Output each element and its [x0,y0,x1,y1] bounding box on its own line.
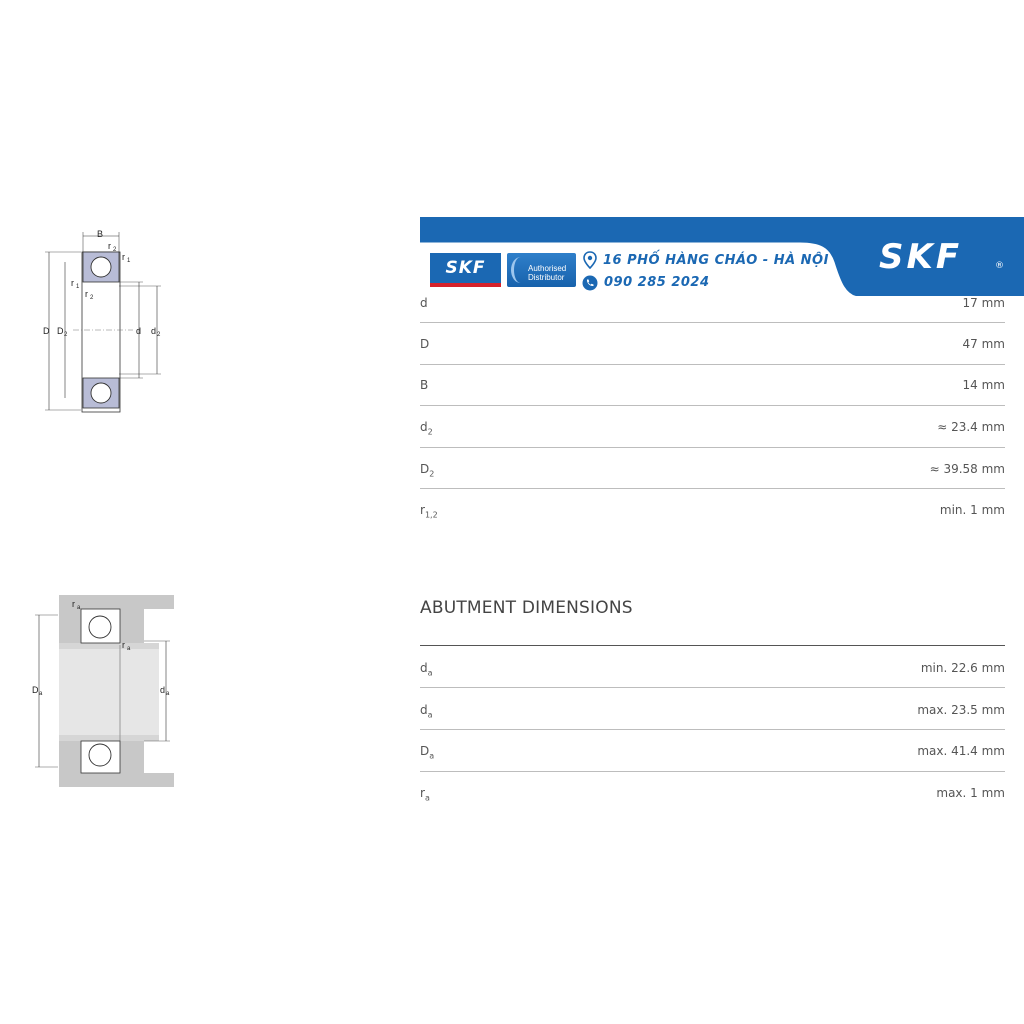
row-divider [420,687,1005,688]
abutment-value: max. 1 mm [936,786,1005,800]
dimension-value: ≈ 23.4 mm [937,420,1005,434]
row-divider [420,447,1005,448]
abutment-value: min. 22.6 mm [920,661,1005,675]
dimension-value: 14 mm [962,378,1005,392]
skf-logo-small: SKF [430,253,501,287]
dimension-symbol: d [420,296,428,310]
abutment-value: max. 23.5 mm [917,703,1005,717]
b-dimension-label: B [97,229,104,239]
abutment-section-title: ABUTMENT DIMENSIONS [420,598,633,618]
r1-label: r [122,252,125,262]
dimension-row [420,296,1005,337]
dimension-row [420,378,1005,419]
row-divider [420,364,1005,365]
row-divider [420,405,1005,406]
abutment-symbol: $d_a$ [420,661,433,678]
ra-mid-label: r [122,640,125,650]
d2-sub: 2 [157,332,161,338]
authorised-text: Authorised [528,264,567,273]
distributor-text: Distributor [528,273,565,282]
r2-inner-label: r [85,289,88,299]
address-text: 16 PHỐ HÀNG CHÁO - HÀ NỘI [603,253,829,268]
abutment-row [420,661,1005,702]
dimension-row [420,503,1005,544]
d2-outer-sub: 2 [64,332,68,338]
abutment-symbol: $d_a$ [420,703,433,720]
dimension-value: 47 mm [962,337,1005,351]
row-divider [420,771,1005,772]
da-inner-sub: a [166,691,170,697]
row-divider [420,729,1005,730]
row-divider [420,488,1005,489]
authorised-distributor-badge [507,253,576,287]
da-inner-label: d [160,685,166,695]
dimension-symbol: B [420,378,429,392]
dimension-row [420,337,1005,378]
swoosh-icon [511,257,530,283]
dimension-symbol: $r_{1,2}$ [420,503,438,520]
abutment-value: max. 41.4 mm [917,744,1005,758]
dimension-row [420,420,1005,461]
registered-mark: ® [995,261,1004,271]
r2-label: r [108,241,111,251]
location-pin-icon [582,251,598,269]
r2-inner-sub: 2 [90,295,94,301]
dimension-symbol: $d_2$ [420,420,433,437]
bearing-dimension-diagram [35,222,175,418]
dimension-value: ≈ 39.58 mm [929,462,1005,476]
abutment-row [420,744,1005,785]
dimension-value: min. 1 mm [939,503,1005,517]
abutment-row [420,786,1005,827]
r1-left-sub: 1 [76,284,80,290]
distributor-banner [420,217,1024,296]
phone-icon [582,275,598,291]
dimension-row [420,462,1005,503]
r2-sub: 2 [113,247,117,253]
da-outer-sub: a [39,691,43,697]
abutment-diagram [28,595,178,787]
da-outer-label: D [32,685,39,695]
skf-logo-large: SKF [879,237,963,277]
r1-sub: 1 [127,258,131,264]
d2-outer-label: D [57,326,64,336]
dimension-symbol: $D_2$ [420,462,435,479]
ra-mid-sub: a [127,646,131,652]
section-divider [420,645,1005,646]
d-bore-label: d [136,326,142,336]
ra-top-label: r [72,599,75,609]
ra-top-sub: a [77,605,81,611]
r1-left-label: r [71,278,74,288]
dimension-value: 17 mm [962,296,1005,310]
d2-label: d [151,326,157,336]
phone-text: 090 285 2024 [604,275,710,290]
row-divider [420,322,1005,323]
dimension-symbol: D [420,337,430,351]
abutment-symbol: $r_a$ [420,786,430,803]
abutment-row [420,703,1005,744]
d-outer-label: D [43,326,50,336]
abutment-symbol: $D_a$ [420,744,435,761]
